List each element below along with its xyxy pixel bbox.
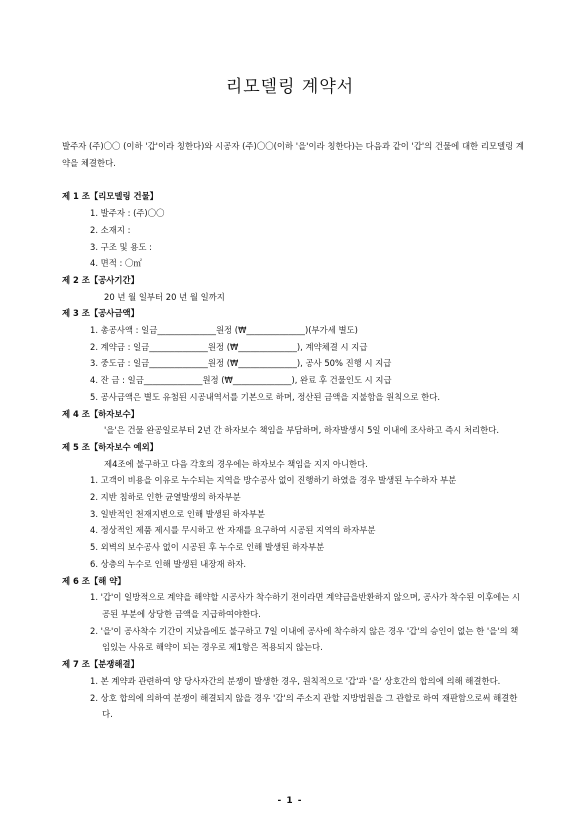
article-2 [62, 272, 524, 305]
article-item: 4. 면적 : 〇㎡ [90, 258, 142, 269]
article-heading: 제 2 조【공사기간】 [62, 274, 139, 285]
article-item: 1. 발주자 : (주)〇〇 [90, 208, 165, 219]
article-item: 1. 고객이 비용을 이유로 누수되는 지역을 방수공사 없이 진행하기 하였을 경우 발생된 누수하자 부분 [90, 475, 457, 486]
article-7 [62, 656, 524, 723]
article-item: 2. '을'이 공사착수 기간이 지났음에도 불구하고 7일 이내에 공사에 착수하지 않은 경우 '갑'의 승인이 없는 한 '을'의 책임있는 사유로 해약이 되는 경우로 제1항은 적용되지 않는다. [90, 625, 519, 653]
document-title: 리모델링 계약서 [225, 77, 355, 97]
article-item: 6. 상층의 누수로 인해 발생된 내장재 하자. [90, 558, 247, 569]
intro-paragraph: 발주자 (주)〇〇 (이하 '갑'이라 칭한다)와 시공자 (주)〇〇(이하 '을'이라 칭한다)는 다음과 같이 '갑'의 건물에 대한 리모델링 계약을 체결한다. [62, 141, 524, 168]
article-1 [62, 188, 524, 272]
article-item: 2. 소재지 : [90, 224, 131, 235]
article-item: 1. 본 계약과 관련하여 양 당사자간의 분쟁이 발생한 경우, 원칙적으로 '갑'과 '을' 상호간의 합의에 의해 해결한다. [90, 675, 501, 686]
article-heading: 제 6 조【해 약】 [62, 575, 126, 586]
article-item: 3. 일반적인 천재지변으로 인해 발생된 하자부분 [90, 508, 266, 519]
article-paragraph: 20 년 월 일부터 20 년 월 일까지 [104, 291, 225, 302]
article-item: 5. 공사금액은 별도 유첨된 시공내역서를 기본으로 하며, 정산된 금액을 지불함을 원칙으로 한다. [90, 391, 441, 402]
article-item: 4. 정상적인 제품 제시를 무시하고 싼 자재를 요구하여 시공된 지역의 하자부분 [90, 525, 376, 536]
article-item: 2. 계약금 : 일금______________원정 (₩______________), 계약체결 시 지급 [90, 341, 368, 352]
article-item: 3. 구조 및 용도 : [90, 241, 152, 252]
article-item: 1. '갑'이 일방적으로 계약을 해약할 시공사가 착수하기 전이라면 계약금을반환하지 않으며, 공사가 착수된 이후에는 시공된 부분에 상당한 금액을 지급하여야한다. [90, 592, 521, 619]
article-heading: 제 1 조【리모델링 건물】 [62, 191, 159, 202]
article-item: 3. 중도금 : 일금______________원정 (₩______________), 공사 50% 진행 시 지급 [90, 358, 392, 369]
page-number: - 1 - [277, 796, 303, 806]
article-5 [62, 439, 524, 573]
article-heading: 제 3 조【공사금액】 [62, 308, 139, 319]
article-item: 5. 외벽의 보수공사 없이 시공된 후 누수로 인해 발생된 하자부분 [90, 542, 325, 553]
article-item: 4. 잔 금 : 일금______________원정 (₩______________), 완료 후 건물인도 시 지급 [90, 375, 392, 386]
article-heading: 제 4 조【하자보수】 [62, 408, 139, 419]
document-body [62, 138, 524, 723]
article-item: 2. 상호 합의에 의하여 분쟁이 해결되지 않을 경우 '갑'의 주소지 관할 지방법원을 그 관할로 하여 재판함으로써 해결한다. [90, 692, 518, 720]
article-heading: 제 7 조【분쟁해결】 [62, 659, 139, 670]
article-item: 1. 총공사액 : 일금______________원정 (₩______________)(부가세 별도) [90, 325, 358, 336]
article-item: 2. 지반 침하로 인한 균열발생의 하자부분 [90, 492, 241, 503]
article-heading: 제 5 조【하자보수 예외】 [62, 441, 159, 452]
article-4 [62, 406, 524, 439]
article-paragraph: '을'은 건물 완공일로부터 2년 간 하자보수 책임을 부담하며, 하자발생시 5일 이내에 조사하고 즉시 처리한다. [104, 425, 499, 436]
article-paragraph: 제4조에 불구하고 다음 각호의 경우에는 하자보수 책임을 지지 아니한다. [104, 458, 368, 469]
article-6 [62, 573, 524, 657]
article-3 [62, 305, 524, 405]
